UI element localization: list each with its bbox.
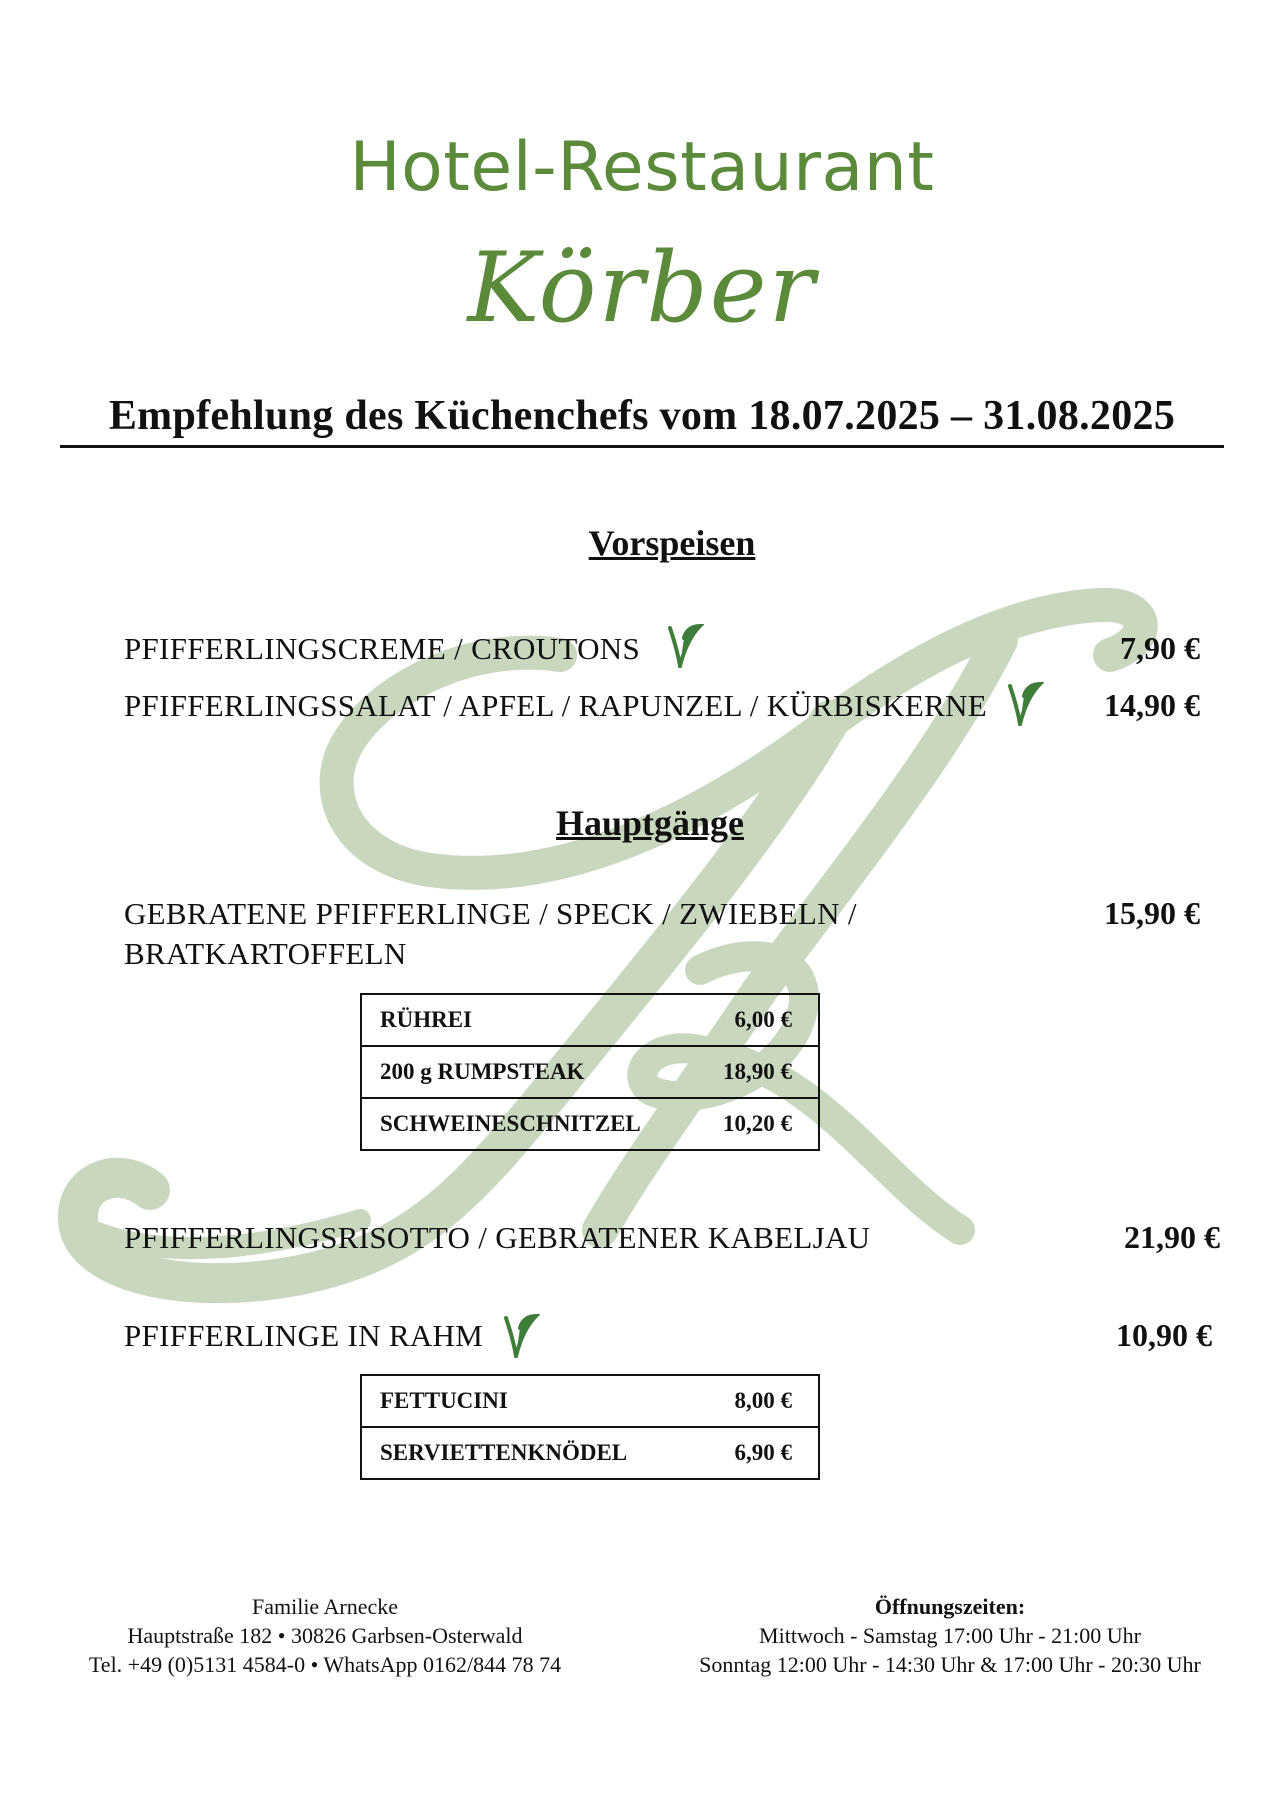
price-starter-2: 14,90 € — [1104, 687, 1200, 723]
footer-address: Hauptstraße 182 • 30826 Garbsen-Osterwald — [127, 1623, 523, 1648]
table-row — [361, 1375, 819, 1427]
table-row — [361, 1098, 819, 1150]
price-main-3: 10,90 € — [1116, 1317, 1212, 1353]
footer-phone: Tel. +49 (0)5131 4584-0 • WhatsApp 0162/844 78 74 — [88, 1652, 562, 1677]
table-row — [361, 994, 819, 1046]
menu-item-starter-2: PFIFFERLINGSSALAT / APFEL / RAPUNZEL / KÜRBISKERNE — [124, 688, 988, 723]
opening-hours-title: Öffnungszeiten: — [874, 1594, 1026, 1619]
menu-item-main-3: PFIFFERLINGE IN RAHM — [124, 1318, 484, 1353]
side-dish-price: 18,90 € — [723, 1059, 792, 1084]
hotel-title: Hotel-Restaurant — [349, 128, 935, 207]
leaf-icon — [1004, 678, 1044, 728]
opening-hours-line: Mittwoch - Samstag 17:00 Uhr - 21:00 Uhr — [759, 1623, 1141, 1648]
price-main-1: 15,90 € — [1104, 895, 1200, 931]
side-dish-name: FETTUCINI — [380, 1388, 508, 1413]
leaf-icon — [664, 620, 704, 670]
footer-opening-hours — [650, 1592, 1250, 1679]
side-dishes-table-2 — [360, 1374, 820, 1480]
menu-item-main-1-line1: GEBRATENE PFIFFERLINGE / SPECK / ZWIEBELN / — [124, 896, 857, 931]
menu-item-main-1-line2: BRATKARTOFFELN — [124, 936, 407, 971]
price-main-2: 21,90 € — [1124, 1219, 1220, 1255]
leaf-icon — [500, 1310, 540, 1360]
opening-hours-line: Sonntag 12:00 Uhr - 14:30 Uhr & 17:00 Uhr - 20:30 Uhr — [699, 1652, 1201, 1677]
side-dishes-table-1 — [360, 993, 820, 1151]
side-dish-name: SCHWEINESCHNITZEL — [380, 1111, 641, 1136]
table-row — [361, 1046, 819, 1098]
price-starter-1: 7,90 € — [1120, 630, 1200, 666]
side-dish-price: 6,90 € — [734, 1440, 792, 1465]
side-dish-name: 200 g RUMPSTEAK — [380, 1059, 585, 1084]
side-dish-name: SERVIETTENKNÖDEL — [380, 1440, 628, 1465]
side-dish-price: 10,20 € — [723, 1111, 792, 1136]
headline-underline — [60, 445, 1224, 448]
menu-item-starter-1: PFIFFERLINGSCREME / CROUTONS — [124, 631, 640, 666]
side-dish-price: 6,00 € — [734, 1007, 792, 1032]
brand-logo-text: Körber — [467, 232, 817, 344]
footer-contact — [40, 1592, 610, 1679]
table-row — [361, 1427, 819, 1479]
menu-item-main-2: PFIFFERLINGSRISOTTO / GEBRATENER KABELJAU — [124, 1220, 871, 1255]
page-headline: Empfehlung des Küchenchefs vom 18.07.2025 – 31.08.2025 — [108, 393, 1176, 439]
section-title-mains: Hauptgänge — [555, 803, 745, 843]
side-dish-price: 8,00 € — [734, 1388, 792, 1413]
footer-family: Familie Arnecke — [251, 1594, 398, 1619]
side-dish-name: RÜHREI — [380, 1007, 473, 1032]
section-title-starters: Vorspeisen — [588, 523, 756, 563]
